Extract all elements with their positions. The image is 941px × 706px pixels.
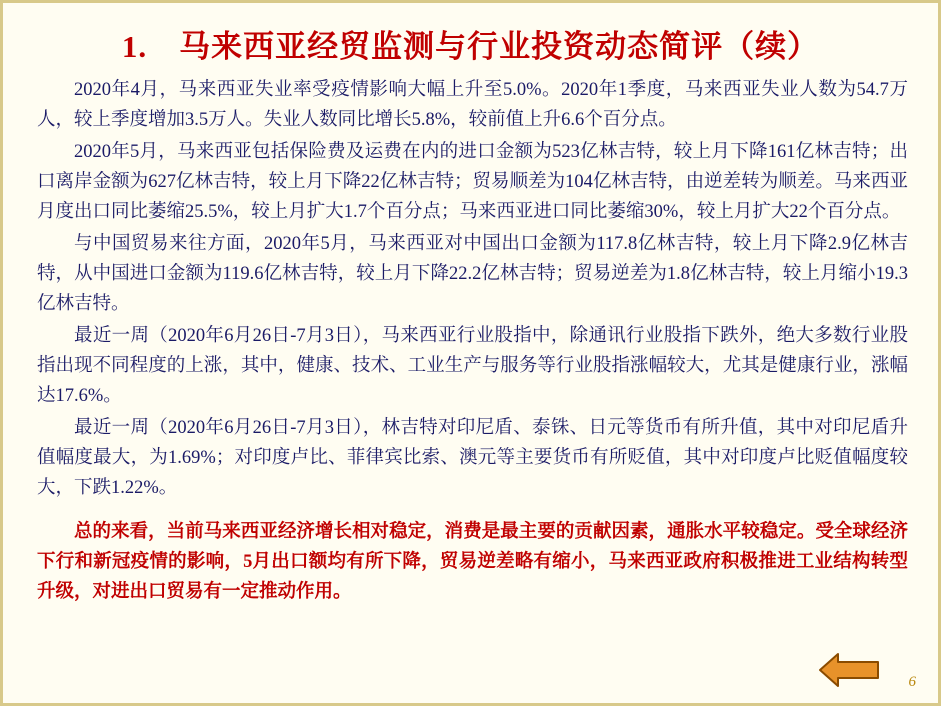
paragraph: 最近一周（2020年6月26日-7月3日），林吉特对印尼盾、泰铢、日元等货币有所升值，其中对印尼盾升值幅度最大，为1.69%；对印度卢比、菲律宾比索、澳元等主要货币有所贬值，其中对印度卢比贬值幅度较大，下跌1.22%。 bbox=[37, 417, 908, 498]
paragraph: 与中国贸易来往方面，2020年5月，马来西亚对中国出口金额为117.8亿林吉特，较上月下降2.9亿林吉特，从中国进口金额为119.6亿林吉特，较上月下降22.2亿林吉特；贸易逆差为1.8亿林吉特，较上月缩小19.3亿林吉特。 bbox=[37, 233, 908, 314]
back-arrow-button[interactable] bbox=[818, 651, 880, 689]
left-arrow-icon bbox=[818, 651, 880, 689]
body-content bbox=[3, 76, 938, 607]
paragraph: 2020年4月，马来西亚失业率受疫情影响大幅上升至5.0%。2020年1季度，马来西亚失业人数为54.7万人，较上季度增加3.5万人。失业人数同比增长5.8%，较前值上升6.6个百分点。 bbox=[37, 80, 908, 130]
paragraph: 2020年5月，马来西亚包括保险费及运费在内的进口金额为523亿林吉特，较上月下降161亿林吉特；出口离岸金额为627亿林吉特，较上月下降22亿林吉特；贸易顺差为104亿林吉特，由逆差转为顺差。马来西亚月度出口同比萎缩25.5%，较上月扩大1.7个百分点；马来西亚进口同比萎缩30%，较上月扩大22个百分点。 bbox=[37, 141, 908, 222]
page-number: 6 bbox=[908, 674, 916, 690]
paragraph: 最近一周（2020年6月26日-7月3日），马来西亚行业股指中，除通讯行业股指下跌外，绝大多数行业股指出现不同程度的上涨，其中，健康、技术、工业生产与服务等行业股指涨幅较大，尤其是健康行业，涨幅达17.6%。 bbox=[37, 325, 908, 406]
summary-paragraph: 总的来看，当前马来西亚经济增长相对稳定，消费是最主要的贡献因素，通胀水平较稳定。受全球经济下行和新冠疫情的影响，5月出口额均有所下降，贸易逆差略有缩小，马来西亚政府积极推进工业结构转型升级，对进出口贸易有一定推动作用。 bbox=[37, 521, 908, 602]
page-title: 1. 马来西亚经贸监测与行业投资动态简评（续） bbox=[121, 29, 820, 64]
